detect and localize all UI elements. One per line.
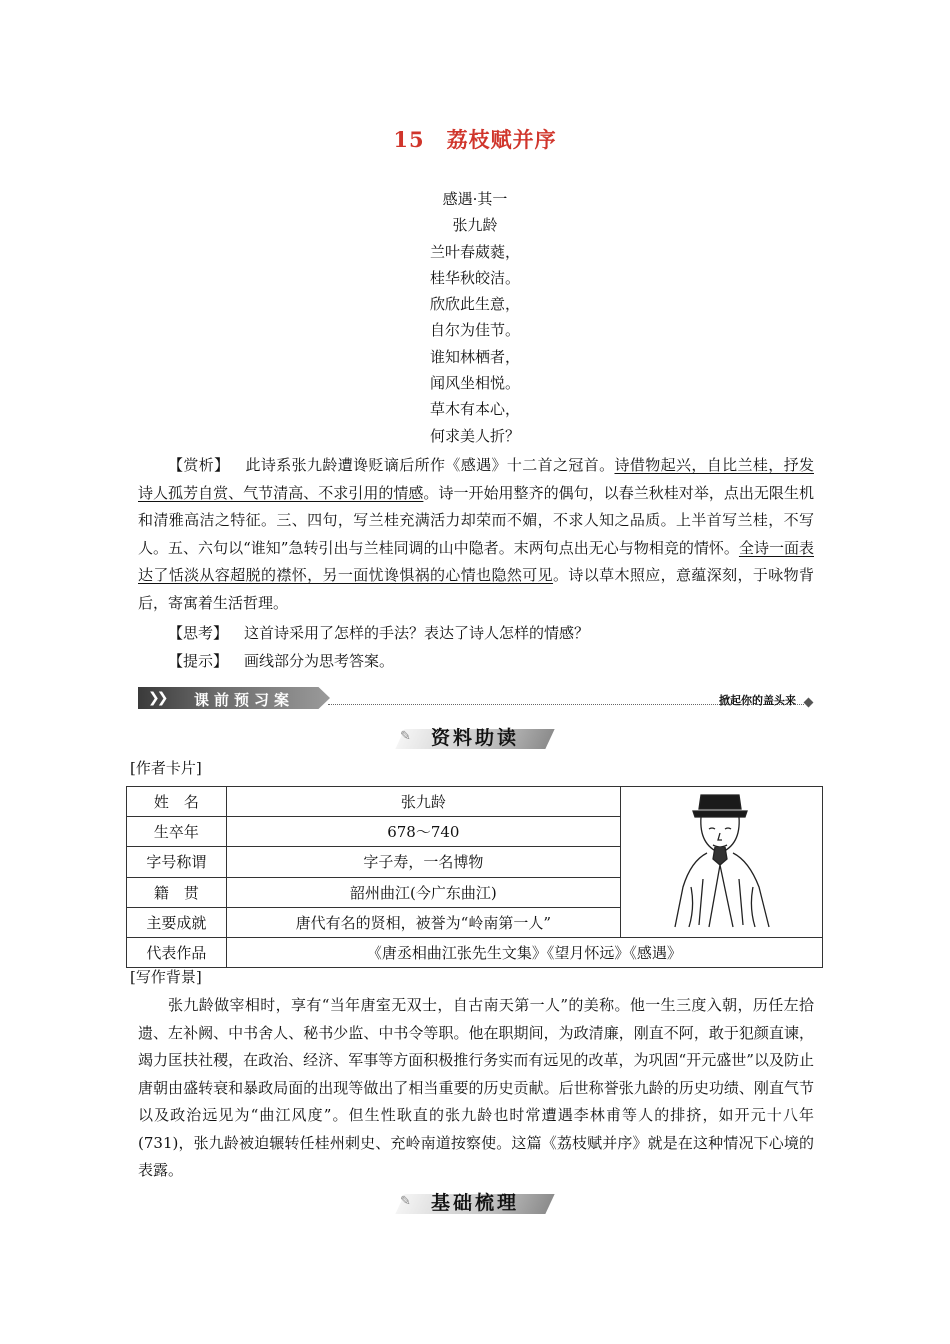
table-key: 姓 名 [127,787,227,817]
background-label: [写作背景] [130,968,202,986]
table-key: 字号称谓 [127,847,227,877]
analysis-text: 此诗系张九龄遭谗贬谪后所作《感遇》十二首之冠首。 [245,456,615,474]
table-row [127,787,823,817]
preview-banner [138,687,814,713]
think-paragraph [138,620,814,648]
analysis-text: 。诗以草木照应，意蕴深刻，于咏物背后，寄寓着生活哲理。 [138,566,814,612]
section-heading-materials [0,723,950,753]
hint-text: 画线部分为思考答案。 [244,652,395,670]
author-card-table [126,786,823,968]
page-title [0,124,950,154]
analysis-tag: 【赏析】 [168,456,230,474]
hint-paragraph [138,648,814,676]
section-heading-basics [0,1188,950,1218]
poem-line: 兰叶春葳蕤， [429,242,520,261]
table-value: 678～740 [226,817,620,847]
think-tag: 【思考】 [168,624,229,642]
underlined-answer: 全诗一面表达了恬淡从容超脱的襟怀，另一面忧谗惧祸的心情也隐然可见 [138,538,814,584]
analysis-paragraph [138,452,814,617]
poem [0,186,950,449]
poem-line: 自尔为佳节。 [429,321,520,340]
table-key: 主要成就 [127,907,227,937]
poem-line: 闻风坐相悦。 [429,374,520,393]
table-value: 韶州曲江(今广东曲江) [226,877,620,907]
pen-icon: ✎ [400,729,411,744]
background-paragraph [138,992,814,1185]
banner-label: 课前预习案 [194,691,295,709]
table-row [127,938,823,968]
section-title: 基础梳理 [430,1192,519,1214]
author-portrait [621,787,822,937]
section-title: 资料助读 [430,727,519,749]
table-value: 字子寿，一名博物 [226,847,620,877]
poem-line: 欣欣此生意， [429,295,520,314]
hint-tag: 【提示】 [168,652,229,670]
poem-line: 谁知林栖者， [429,347,520,366]
background-text: 张九龄做宰相时，享有“当年唐室无双士，自古南天第一人”的美称。他一生三度入朝，历任左拾遗、左补阙、中书舍人、秘书少监、中书令等职。他在职期间，为政清廉，刚直不阿，敢于犯颜直谏，竭力匡扶社稷，在政治、经济、军事等方面积极推行务实而有远见的改革，为巩固“开元盛世”以及防止唐朝由盛转衰和暴政局面的出现等做出了相当重要的历史贡献。后世称誉张九龄的历史功绩、刚直气节以及政治远见为“曲江风度”。但生性耿直的张九龄也时常遭遇李林甫等人的排挤，如开元十八年(731)，张九龄被迫辗转任桂州刺史、充岭南道按察使。这篇《荔枝赋并序》就是在这种情况下心境的表露。 [138,996,814,1179]
diamond-icon [804,698,814,708]
banner-slogan: 掀起你的盖头来 [719,694,796,707]
table-key: 籍 贯 [127,877,227,907]
table-key: 生卒年 [127,817,227,847]
portrait-image [621,787,822,937]
think-text: 这首诗采用了怎样的手法？表达了诗人怎样的情感？ [244,624,590,642]
analysis-text: 。诗一开始用整齐的偶句，以春兰秋桂对举，点出无限生机和清雅高洁之特征。三、四句，写兰桂充满活力却荣而不媚，不求人知之品质。上半首写兰桂，不写人。五、六句以“谁知”急转引出与兰桂同调的山中隐者。末两句点出无心与物相竞的情怀。 [138,483,814,557]
author-card-label: [作者卡片] [130,759,202,777]
pen-icon: ✎ [400,1194,411,1209]
table-value: 唐代有名的贤相，被誉为“岭南第一人” [226,907,620,937]
table-value: 张九龄 [226,787,620,817]
poem-line: 草木有本心， [429,400,520,419]
underlined-answer: 诗借物起兴，自比兰桂，抒发诗人孤芳自赏、气节清高、不求引用的情感 [138,456,814,502]
portrait-cell [620,787,822,938]
lesson-number: 15 [393,127,425,152]
poem-line: 桂华秋皎洁。 [429,268,520,287]
poem-author: 张九龄 [452,216,498,235]
table-key: 代表作品 [127,938,227,968]
table-value: 《唐丞相曲江张先生文集》《望月怀远》《感遇》 [226,938,822,968]
poem-line: 何求美人折？ [429,426,520,445]
lesson-title: 荔枝赋并序 [446,127,557,152]
double-chevron-icon: ❯❯ [148,690,166,706]
poem-title: 感遇·其一 [442,190,508,208]
